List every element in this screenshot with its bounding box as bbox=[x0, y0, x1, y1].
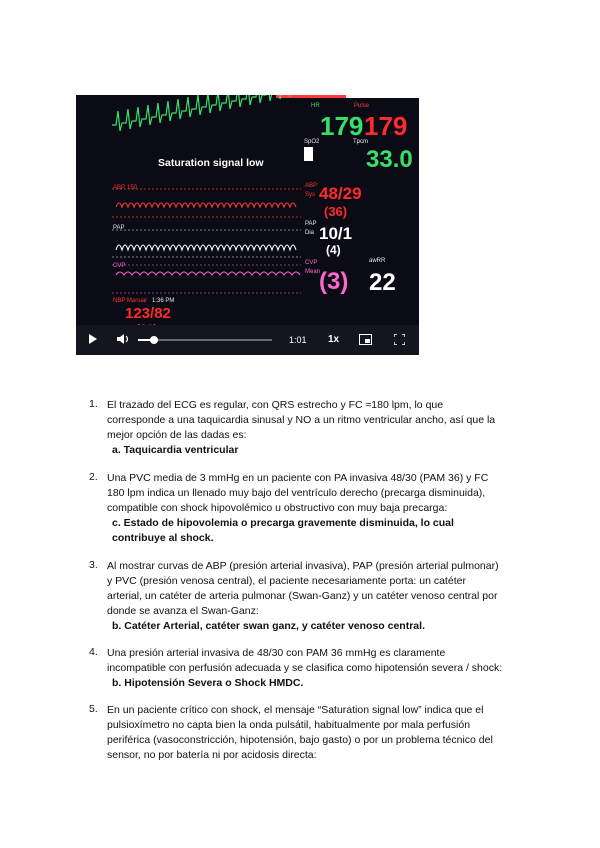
abp-scale: 150 bbox=[127, 185, 138, 191]
question-text-line: arterial, un catéter de arteria pulmonar (Swan-Ganz) y un catéter venoso central por bbox=[107, 590, 498, 602]
cvp-right-label: CVP bbox=[305, 260, 318, 266]
question-text-line: El trazado del ECG es regular, con QRS estrecho y FC ≈180 lpm, lo que bbox=[107, 399, 444, 411]
awrr-label: awRR bbox=[369, 258, 386, 264]
nbp-label: NBP Manual bbox=[113, 298, 147, 304]
pulse-label: Pulse bbox=[354, 103, 370, 109]
speed-button[interactable]: 1x bbox=[328, 334, 340, 345]
pulse-value: 179 bbox=[364, 111, 408, 141]
hr-label: HR bbox=[311, 103, 320, 109]
pap-right-label: PAP bbox=[305, 221, 317, 227]
monitor-screen bbox=[76, 95, 419, 325]
answer-text: a. Taquicardia ventricular bbox=[112, 444, 239, 456]
question-text-line: En un paciente crítico con shock, el mensaje “Saturation signal low” indica que el bbox=[107, 704, 484, 716]
pap-waveform bbox=[116, 245, 296, 250]
video-player[interactable] bbox=[76, 95, 419, 355]
question-number: 4. bbox=[89, 646, 98, 658]
temp-value: 33.0 bbox=[366, 146, 413, 173]
pap-mean: (4) bbox=[326, 243, 341, 257]
ecg-waveform bbox=[112, 95, 290, 131]
answer-text: contribuye al shock. bbox=[112, 532, 214, 544]
answer-text: b. Catéter Arterial, catéter swan ganz, y catéter venoso central. bbox=[112, 620, 425, 632]
cvp-mean-label: Mean bbox=[305, 269, 321, 275]
progress-handle[interactable] bbox=[150, 336, 158, 344]
spo2-bar bbox=[304, 147, 313, 161]
abp-mean: (36) bbox=[324, 204, 348, 219]
cvp-label: CVP bbox=[113, 263, 126, 269]
miniplayer-icon[interactable] bbox=[359, 334, 372, 347]
cvp-value: (3) bbox=[319, 268, 349, 295]
abp-label: ABP bbox=[113, 185, 126, 191]
question-text-line: Una PVC media de 3 mmHg en un paciente con PA invasiva 48/30 (PAM 36) y FC bbox=[107, 472, 489, 484]
abp-sys-label: Sys bbox=[305, 192, 316, 198]
question-number: 5. bbox=[89, 703, 98, 715]
time-readout: 1:01 bbox=[289, 335, 307, 345]
pap-value: 10/1 bbox=[319, 224, 353, 243]
question-number: 1. bbox=[89, 398, 98, 410]
nbp-time: 1:36 PM bbox=[152, 298, 175, 304]
nbp-value: 123/82 bbox=[125, 305, 171, 322]
cvp-waveform bbox=[116, 272, 300, 275]
pap-dia-label: Dia bbox=[305, 230, 315, 236]
progress-slider[interactable] bbox=[138, 339, 272, 341]
spo2-label: SpO2 bbox=[304, 139, 320, 145]
player-control-bar bbox=[76, 325, 419, 355]
question-text-line: y PVC (presión venosa central), el paciente necesariamente porta: un catéter bbox=[107, 575, 466, 587]
play-icon[interactable] bbox=[88, 333, 98, 347]
answer-text: c. Estado de hipovolemia o precarga gravemente disminuida, lo cual bbox=[112, 517, 454, 529]
question-number: 3. bbox=[89, 559, 98, 571]
volume-icon[interactable] bbox=[116, 333, 130, 347]
alarm-strip-white bbox=[346, 95, 419, 98]
question-text-line: Al mostrar curvas de ABP (presión arterial invasiva), PAP (presión arterial pulmonar) bbox=[107, 560, 499, 572]
rr-value: 22 bbox=[369, 269, 396, 296]
question-text-line: corresponde a una taquicardia sinusal y NO a un ritmo ventricular ancho, así que la bbox=[107, 414, 496, 426]
answer-text: b. Hipotensión Severa o Shock HMDC. bbox=[112, 677, 304, 689]
question-text-line: pulsioxímetro no capta bien la onda pulsátil, habitualmente por mala perfusión bbox=[107, 719, 471, 731]
abp-value: 48/29 bbox=[319, 184, 362, 203]
tpcm-label: Tpcm bbox=[353, 139, 368, 145]
question-text-line: mejor opción de las dadas es: bbox=[107, 429, 247, 441]
question-text-line: 180 lpm indica un llenado muy bajo del ventrículo derecho (precarga disminuida), bbox=[107, 487, 486, 499]
question-text-line: compatible con shock hipovolémico u obstructivo con muy baja precarga: bbox=[107, 502, 448, 514]
question-text-line: donde se avanza el Swan-Ganz: bbox=[107, 605, 259, 617]
abp-waveform bbox=[116, 203, 296, 207]
question-number: 2. bbox=[89, 471, 98, 483]
abp-right-label: ABP bbox=[305, 183, 318, 189]
question-text-line: incompatible con perfusión adecuada y se clasifica como hipotensión severa / shock: bbox=[107, 662, 503, 674]
alarm-strip-red bbox=[276, 95, 346, 98]
hr-value: 179 bbox=[320, 111, 364, 141]
question-text-line: periférica (vasoconstricción, hipotensión, bajo gasto) o por un problema técnico del bbox=[107, 734, 493, 746]
question-text-line: Una presión arterial invasiva de 48/30 con PAM 36 mmHg es claramente bbox=[107, 647, 446, 659]
status-message: Saturation signal low bbox=[158, 157, 264, 169]
pap-label: PAP bbox=[113, 225, 125, 231]
fullscreen-icon[interactable] bbox=[394, 334, 405, 347]
question-text-line: sensor, no por batería ni por acidosis directa: bbox=[107, 749, 317, 761]
